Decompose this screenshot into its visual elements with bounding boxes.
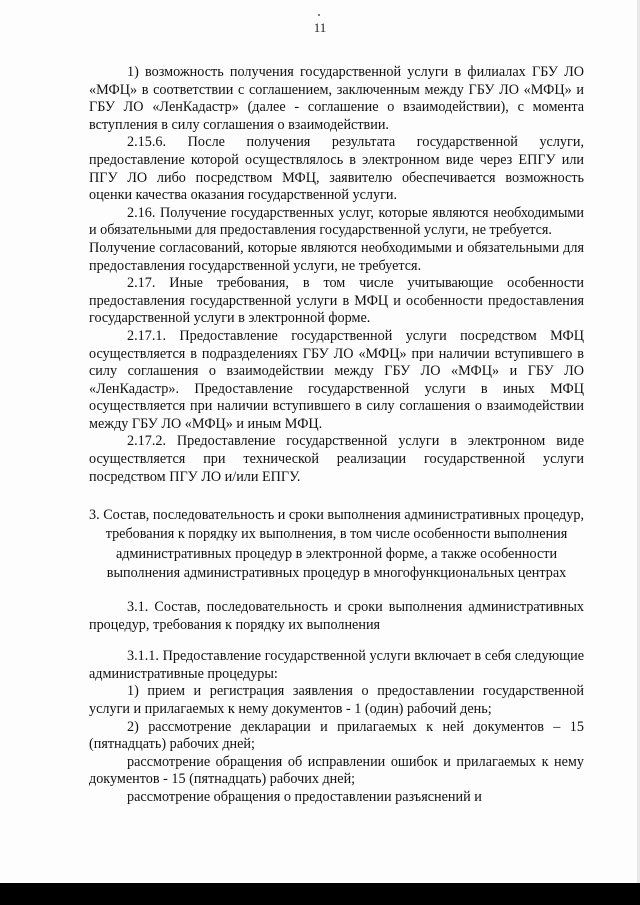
document-body xyxy=(89,64,584,807)
paragraph: 2.17.1. Предоставление государственной услуги посредством МФЦ осуществляется в подразделениях ГБУ ЛО «МФЦ» при наличии вступившего в силу соглашения о взаимодействии между ГБУ ЛО «МФЦ» и ГБУ ЛО «ЛенКадастр». Предоставление государственной услуги в иных МФЦ осуществляется при наличии вступившего в силу соглашения о взаимодействии между ГБУ ЛО «МФЦ» и иным МФЦ. xyxy=(89,327,584,432)
paragraph: 1) возможность получения государственной услуги в филиалах ГБУ ЛО «МФЦ» в соответствии с соглашением, заключенным между ГБУ ЛО «МФЦ» и ГБУ ЛО «ЛенКадастр» (далее - соглашение о взаимодействии), с момента вступления в силу соглашения о взаимодействии. xyxy=(89,64,584,133)
list-item: 1) прием и регистрация заявления о предоставлении государственной услуги и прилагаемых к нему документов - 1 (один) рабочий день; xyxy=(89,683,584,718)
scan-speck xyxy=(318,14,320,16)
list-item: 2) рассмотрение декларации и прилагаемых к ней документов – 15 (пятнадцать) рабочих дней; xyxy=(89,718,584,753)
list-item: рассмотрение обращения об исправлении ошибок и прилагаемых к нему документов - 15 (пятнадцать) рабочих дней; xyxy=(89,753,584,788)
scan-border xyxy=(0,883,640,905)
paragraph: 2.16. Получение государственных услуг, которые являются необходимыми и обязательными для предоставления государственной услуги, не требуется. xyxy=(89,204,584,239)
page-number: 11 xyxy=(313,20,327,35)
paragraph: 2.17. Иные требования, в том числе учитывающие особенности предоставления государственной услуги в МФЦ и особенности предоставления государственной услуги в электронной форме. xyxy=(89,275,584,327)
subsection-heading: 3.1. Состав, последовательность и сроки выполнения административных процедур, требования к порядку их выполнения xyxy=(89,599,584,633)
paragraph: 3.1.1. Предоставление государственной услуги включает в себя следующие административные процедуры: xyxy=(89,648,584,682)
section-heading: 3. Состав, последовательность и сроки выполнения административных процедур, требования к порядку их выполнения, в том числе особенности выполнения административных процедур в электронной форме, а также особенности выполнения административных процедур в многофункциональных центрах xyxy=(89,507,585,581)
paragraph: 2.15.6. После получения результата государственной услуги, предоставление которой осуществлялось в электронном виде через ЕПГУ или ПГУ ЛО либо посредством МФЦ, заявителю обеспечивается возможность оценки качества оказания государственной услуги. xyxy=(89,134,584,204)
paragraph: Получение согласований, которые являются необходимыми и обязательными для предоставления государственной услуги, не требуется. xyxy=(89,239,584,274)
list-item: рассмотрение обращения о предоставлении разъяснений и xyxy=(127,789,482,805)
paragraph: 2.17.2. Предоставление государственной услуги в электронном виде осуществляется при технической реализации государственной услуги посредством ПГУ ЛО и/или ЕПГУ. xyxy=(89,433,584,485)
